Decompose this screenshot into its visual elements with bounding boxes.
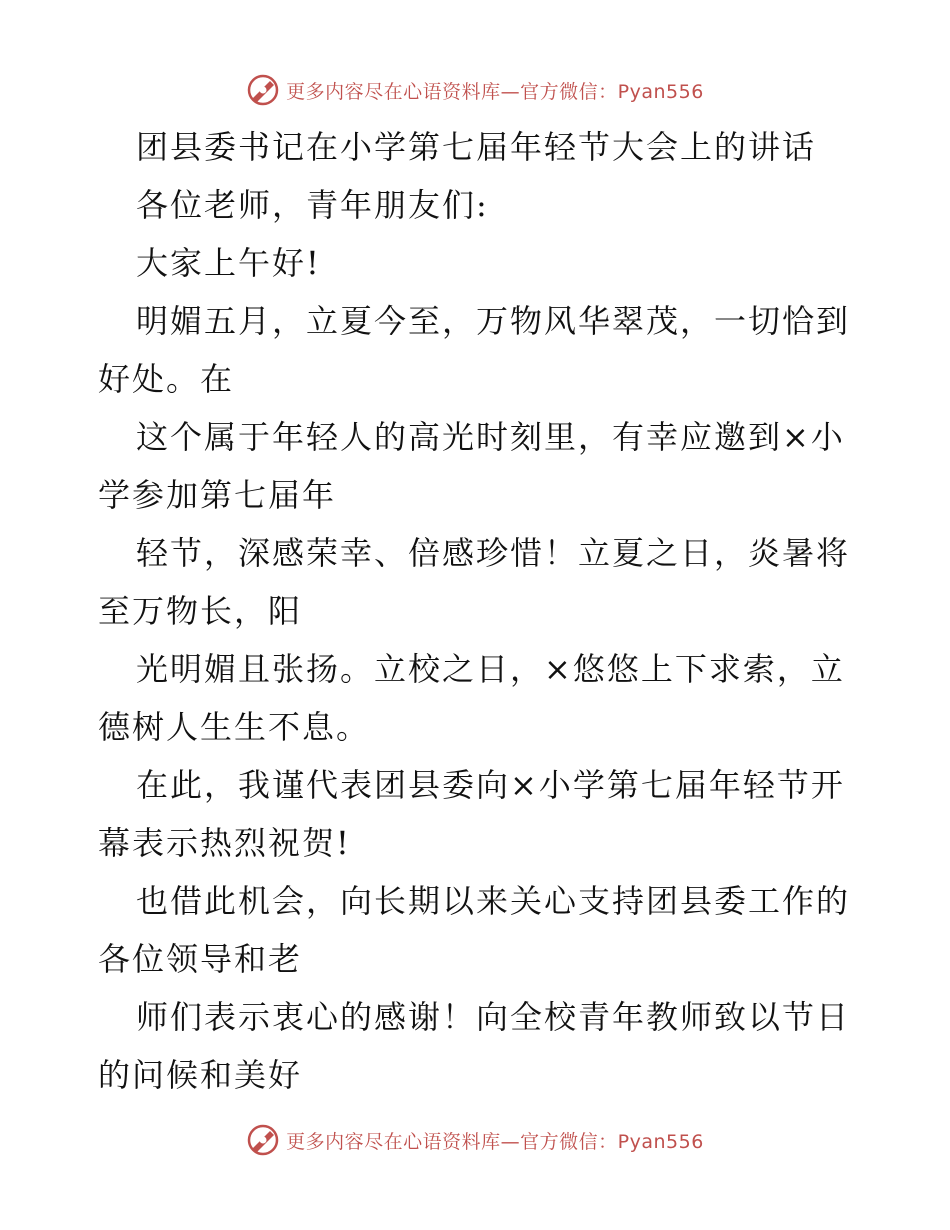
pen-logo-icon (246, 73, 280, 107)
paragraph: 在此，我谨代表团县委向×小学第七届年轻节开幕表示热烈祝贺! (98, 766, 845, 862)
header-banner (0, 70, 950, 110)
paragraph: 光明媚且张扬。立校之日，×悠悠上下求索，立德树人生生不息。 (98, 650, 845, 746)
paragraph: 轻节，深感荣幸、倍感珍惜！立夏之日，炎暑将至万物长，阳 (98, 534, 851, 630)
banner-text: 更多内容尽在心语资料库—官方微信：Pyan556 (286, 1130, 704, 1153)
paragraph: 师们表示衷心的感谢！向全校青年教师致以节日的问候和美好 (98, 998, 851, 1094)
paragraph: 各位老师，青年朋友们: (136, 186, 489, 224)
pen-logo-icon (246, 1123, 280, 1157)
footer-banner (0, 1120, 950, 1160)
document-title: 团县委书记在小学第七届年轻节大会上的讲话 (136, 128, 817, 166)
paragraph: 这个属于年轻人的高光时刻里，有幸应邀到×小学参加第七届年 (98, 418, 845, 514)
paragraph: 大家上午好! (136, 244, 321, 282)
banner-text: 更多内容尽在心语资料库—官方微信：Pyan556 (286, 80, 704, 103)
paragraph: 明媚五月，立夏今至，万物风华翠茂，一切恰到好处。在 (98, 302, 851, 398)
paragraph: 也借此机会，向长期以来关心支持团县委工作的各位领导和老 (98, 882, 851, 978)
document-body (98, 118, 858, 1104)
